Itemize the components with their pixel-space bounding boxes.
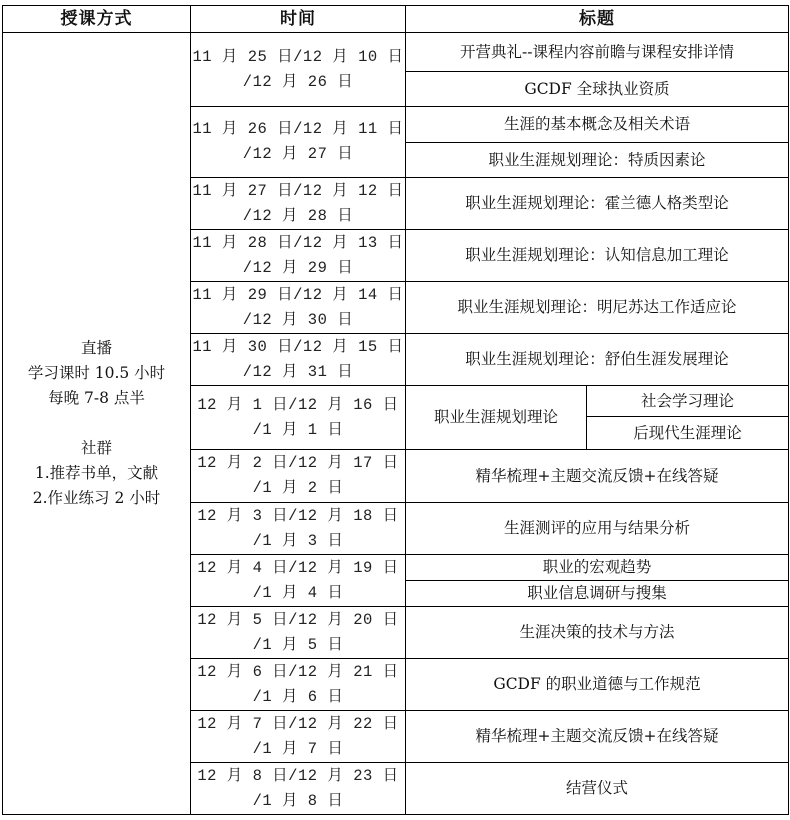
header-row — [3, 6, 789, 33]
date-cell — [191, 107, 406, 178]
date-line: 12 月 2 日/12 月 17 日 — [197, 454, 399, 472]
date-line: 11 月 30 日/12 月 15 日 — [192, 337, 404, 356]
title-cell: GCDF 的职业道德与工作规范 — [406, 659, 789, 711]
title-cell: 开营典礼--课程内容前瞻与课程安排详情 — [406, 33, 789, 72]
date-line: /1 月 6 日 — [252, 687, 344, 706]
title-cell: GCDF 全球执业资质 — [406, 72, 789, 107]
subtitle-cell: 社会学习理论 — [587, 386, 789, 417]
date-cell — [191, 230, 406, 282]
date-cell — [191, 450, 406, 503]
date-line: 11 月 29 日/12 月 14 日 — [192, 285, 404, 304]
title-cell: 职业生涯规划理论：舒伯生涯发展理论 — [406, 334, 789, 386]
date-line: /1 月 3 日 — [252, 531, 344, 550]
header-time: 时间 — [191, 6, 406, 33]
date-line: 12 月 8 日/12 月 23 日 — [197, 766, 399, 785]
date-line: /12 月 26 日 — [242, 72, 354, 91]
date-cell — [191, 503, 406, 555]
title-cell: 职业生涯规划理论：认知信息加工理论 — [406, 230, 789, 282]
date-line: /12 月 30 日 — [242, 310, 354, 329]
mode-cell — [3, 33, 191, 815]
title-cell: 职业信息调研与搜集 — [406, 581, 789, 607]
date-line: /1 月 5 日 — [252, 635, 344, 654]
header-mode: 授课方式 — [3, 6, 191, 33]
date-cell — [191, 334, 406, 386]
title-cell: 生涯的基本概念及相关术语 — [406, 107, 789, 143]
date-line: 12 月 1 日/12 月 16 日 — [197, 395, 399, 414]
date-line: 11 月 26 日/12 月 11 日 — [192, 120, 404, 138]
mode-schedule: 每晚 7-8 点半 — [48, 389, 145, 407]
date-line: 12 月 3 日/12 月 18 日 — [197, 506, 399, 525]
mode-community: 社群 — [80, 439, 112, 457]
title-cell: 生涯决策的技术与方法 — [406, 607, 789, 659]
date-line: 11 月 28 日/12 月 13 日 — [192, 233, 404, 252]
date-cell — [191, 659, 406, 711]
course-schedule-table — [2, 5, 789, 815]
date-line: 12 月 7 日/12 月 22 日 — [197, 714, 399, 733]
date-line: /12 月 31 日 — [242, 362, 354, 381]
date-line: /1 月 7 日 — [252, 739, 344, 758]
date-line: /1 月 2 日 — [252, 479, 344, 497]
title-cell: 职业生涯规划理论：特质因素论 — [406, 143, 789, 178]
date-cell — [191, 386, 406, 450]
title-cell: 职业的宏观趋势 — [406, 555, 789, 581]
date-line: /1 月 1 日 — [252, 420, 344, 439]
date-cell — [191, 555, 406, 607]
title-cell: 生涯测评的应用与结果分析 — [406, 503, 789, 555]
title-cell: 精华梳理+主题交流反馈+在线答疑 — [406, 711, 789, 763]
date-cell — [191, 178, 406, 230]
date-line: 12 月 6 日/12 月 21 日 — [197, 662, 399, 681]
mode-community-item: 1.推荐书单，文献 — [34, 464, 159, 482]
date-line: /12 月 29 日 — [242, 258, 354, 277]
date-cell — [191, 763, 406, 815]
date-cell — [191, 607, 406, 659]
date-line: 12 月 5 日/12 月 20 日 — [197, 610, 399, 629]
title-cell: 精华梳理+主题交流反馈+在线答疑 — [406, 450, 789, 503]
title-cell: 结营仪式 — [406, 763, 789, 815]
date-cell — [191, 33, 406, 107]
date-line: 12 月 4 日/12 月 19 日 — [197, 558, 399, 577]
mode-live: 直播 — [80, 339, 112, 357]
title-cell: 职业生涯规划理论：霍兰德人格类型论 — [406, 178, 789, 230]
date-line: 11 月 27 日/12 月 12 日 — [192, 181, 404, 200]
group-title-cell: 职业生涯规划理论 — [406, 386, 587, 450]
header-title: 标题 — [406, 6, 789, 33]
date-line: /12 月 28 日 — [242, 206, 354, 225]
date-line: 11 月 25 日/12 月 10 日 — [192, 47, 404, 66]
date-line: /1 月 8 日 — [252, 791, 344, 810]
mode-hours: 学习课时 10.5 小时 — [27, 364, 166, 382]
date-cell — [191, 282, 406, 334]
title-cell: 职业生涯规划理论：明尼苏达工作适应论 — [406, 282, 789, 334]
subtitle-cell: 后现代生涯理论 — [587, 417, 789, 450]
table-row — [3, 33, 789, 72]
date-line: /1 月 4 日 — [252, 583, 344, 602]
mode-community-item: 2.作业练习 2 小时 — [32, 489, 161, 507]
date-cell — [191, 711, 406, 763]
date-line: /12 月 27 日 — [242, 145, 354, 163]
